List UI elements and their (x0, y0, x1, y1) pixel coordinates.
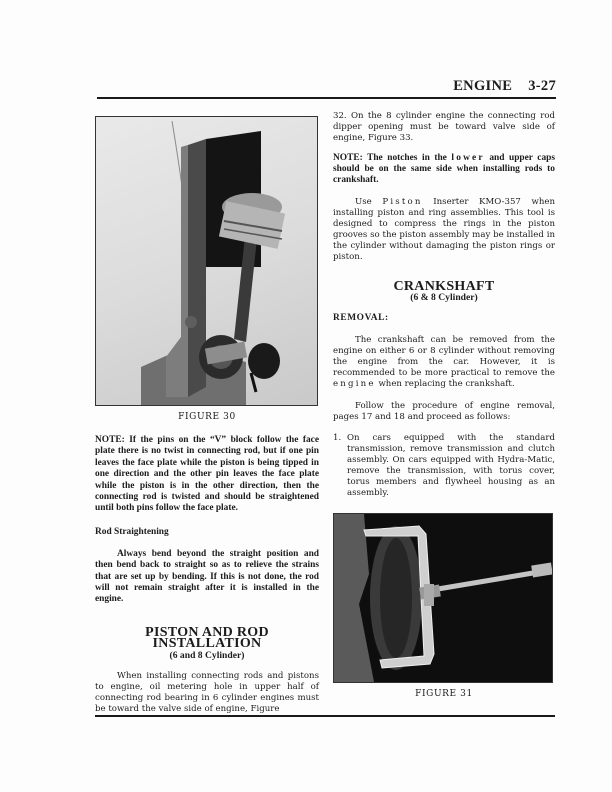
note-text-part: The notches in the (367, 153, 447, 163)
note-spaced-word: lower (451, 153, 485, 163)
crankshaft-title: CRANKSHAFT (393, 279, 495, 294)
text-part: The crankshaft can be removed from the engine on either 6 or 8 cylinder without removing the engine from the car. However, it is recommended to be more practical to remove the (333, 335, 555, 378)
rod-straightening-text: Always bend beyond the straight position and then bend back to straight so as to relieve the strains that are set up by bending. If this is not done, the rod will not remain straight after it is installed in the engine. (95, 548, 319, 605)
left-column (95, 116, 319, 715)
text-part: Use (355, 197, 372, 207)
spaced-word: Piston (382, 197, 423, 207)
continued-text: 32. On the 8 cylinder engine the connecting rod dipper opening must be toward valve side of engine, Figure 33. (333, 111, 555, 143)
figure-30-caption: FIGURE 30 (178, 412, 236, 422)
piston-rod-installation-subtitle: (6 and 8 Cylinder) (169, 649, 245, 661)
page-number: 3-27 (528, 78, 556, 94)
text-part: when replacing the crankshaft. (378, 379, 515, 389)
section-title: ENGINE (453, 78, 513, 94)
piston-inserter-text (333, 197, 555, 263)
right-column (333, 111, 555, 700)
connecting-rod-fixture-illustration (96, 117, 317, 405)
step-number: 1. (333, 433, 342, 443)
removal-heading: REMOVAL: (333, 313, 389, 323)
procedure-step (333, 433, 555, 499)
figure-31-image (333, 513, 553, 683)
page-header (420, 78, 556, 95)
procedure-text: Follow the procedure of engine removal, pages 17 and 18 and proceed as follows: (333, 401, 555, 422)
removal-text (333, 335, 555, 390)
text-part: Inserter KMO-357 when installing piston and ring assemblies. This tool is designed to compress the rings in the piston grooves so the piston assembly may be installed in the cylinder without damaging the piston rings or piston. (333, 197, 556, 262)
footer-rule (95, 715, 555, 717)
note-twist-check (95, 435, 319, 515)
step-text: On cars equipped with the standard transmission, remove transmission and clutch assembly. On cars equipped with Hydra-Matic, remove the transmission, with torus cover, torus members and flywheel housing as an assembly. (347, 433, 555, 498)
header-rule (97, 97, 556, 99)
note-label: NOTE: (95, 435, 125, 445)
note-text-part: and upper caps should be on the same side when installing rods to crankshaft. (333, 153, 556, 185)
note-notches (333, 153, 555, 186)
spaced-word: engine (333, 379, 376, 389)
note-text: If the pins on the “V” block follow the face plate there is no twist in connecting rod, but if one pin leaves the face plate while the piston is being tipped in one direction and the other pin leaves the face plate while the piston is in the other direction, then the connecting rod is twisted and should be straightened until both pins follow the face plate. (95, 435, 319, 514)
figure-31-caption: FIGURE 31 (415, 689, 473, 699)
piston-rod-installation-text: When installing connecting rods and pistons to engine, oil metering hole in upper half of connecting rod bearing in 6 cylinder engines must be toward the valve side of engine, Figure (95, 670, 319, 714)
crankshaft-subtitle: (6 & 8 Cylinder) (410, 292, 478, 303)
flywheel-puller-illustration (334, 514, 552, 682)
figure-30-image (95, 116, 318, 406)
note-label: NOTE: (333, 153, 363, 163)
rod-straightening-heading: Rod Straightening (95, 526, 169, 537)
piston-rod-installation-title: PISTON AND ROD INSTALLATION (145, 624, 269, 651)
